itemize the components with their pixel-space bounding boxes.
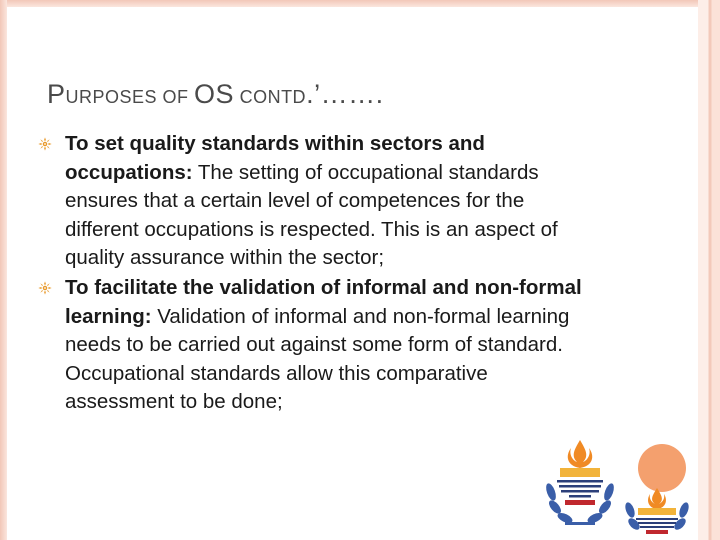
bullet-heading: To facilitate the validation of informal and non-formal learning: [65,275,582,328]
sun-flower-bullet-icon [38,137,52,151]
title-initial: P [47,79,66,109]
bullet-body: Validation of informal and non-formal learning needs to be carried out against some form of standard. Occupational standards allow this comparative assessment to be done; [65,304,570,414]
bullet-item [38,130,598,273]
title-dots: .’……. [306,79,384,109]
slide-title [47,74,384,111]
slide-border-top [0,0,720,7]
sun-flower-bullet-icon [38,281,52,295]
emblem-logo-left [541,432,619,534]
emblem-logo-right [622,442,692,540]
title-contd: CONTD [234,87,307,107]
slide-border-right [698,0,720,540]
slide-border-left [0,0,7,540]
bullet-body: The setting of occupational standards ensures that a certain level of competences for the different occupations is respected. This is an aspect of quality assurance within the sector; [65,160,558,270]
bullet-list [38,130,598,418]
title-rest: URPOSES OF [65,87,195,107]
title-os: OS [194,79,235,109]
bullet-heading: To set quality standards within sectors and occupations: [65,132,485,184]
bullet-item [38,274,598,417]
